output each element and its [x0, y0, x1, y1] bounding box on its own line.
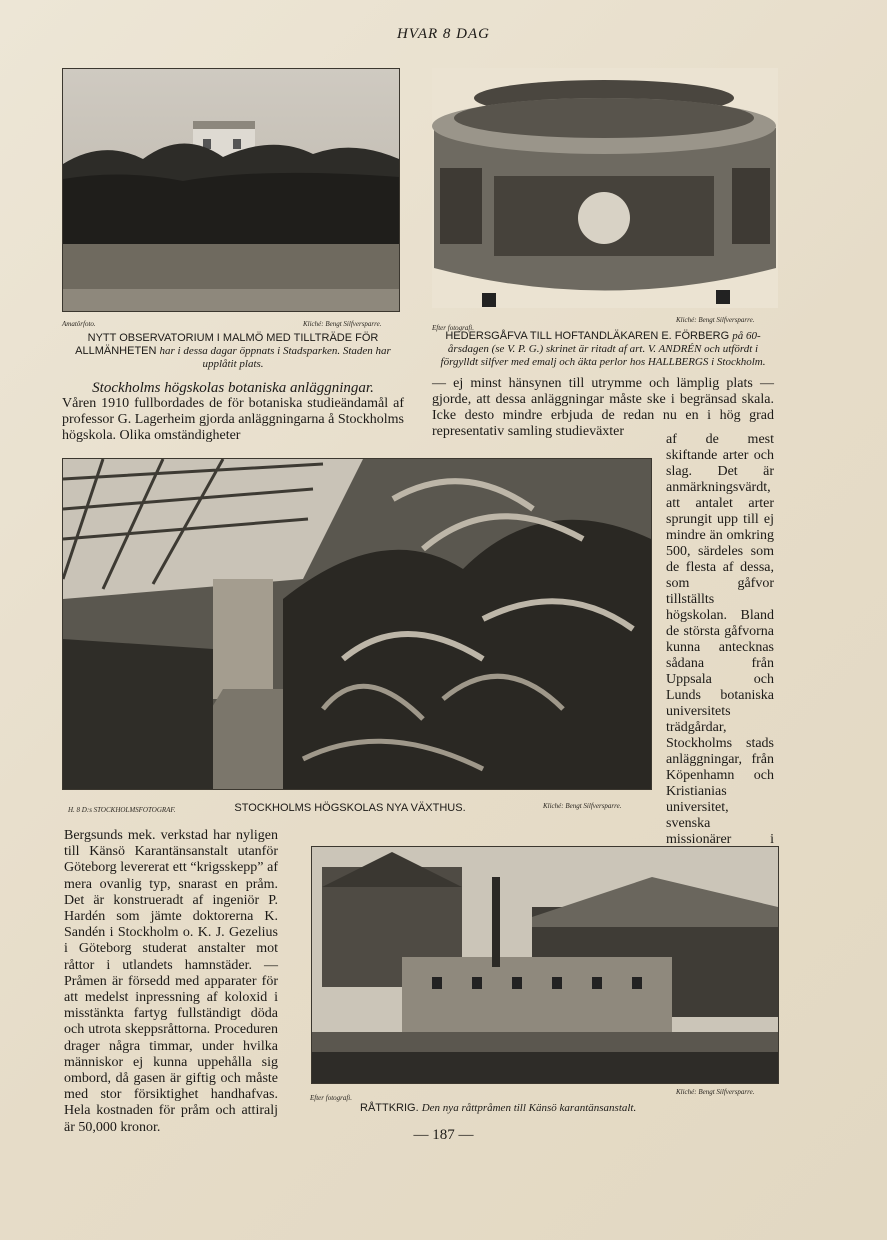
botany-intro — [62, 380, 404, 444]
cliche-credit: Kliché: Bengt Silfversparre. — [676, 1088, 755, 1096]
article-text: Våren 1910 fullbordades de för botaniska studieändamål af professor G. Lagerheim gjorda anläggningarna å Stockholms högskola. Olika omständigheter — [62, 396, 404, 443]
caption-title: NYTT OBSERVATORIUM I MALMÖ MED TILLTRÄDE FÖR ALLMÄNHETEN — [75, 332, 379, 357]
ratboat-caption — [360, 1102, 760, 1115]
caption-italic: Den nya råttpråmen till Känsö karantänsanstalt. — [421, 1102, 637, 1114]
cliche-credit: Kliché: Bengt Silfversparre. — [543, 802, 622, 810]
caption-title: HEDERSGÅFVA TILL HOFTANDLÄKAREN E. FÖRBERG — [445, 330, 730, 342]
greenhouse-caption: STOCKHOLMS HÖGSKOLAS NYA VÄXTHUS. — [234, 802, 466, 814]
greenhouse-photo — [62, 458, 652, 790]
page-header: HVAR 8 DAG — [396, 26, 491, 42]
caption-italic: på 60-årsdagen (se V. P. G.) skrinet är ritadt af art. V. ANDRÉN och utfördt i förgylldt silfver med emalj och äkta perlor hos HALLBERGS i Stockholm. — [440, 330, 766, 368]
photo-credit: H. 8 D:s STOCKHOLMSFOTOGRAF. — [68, 806, 176, 814]
ratboat-article — [64, 828, 278, 1136]
ratboat-photo — [311, 846, 779, 1084]
casket-caption — [430, 330, 776, 369]
photo-credit: Amatörfoto. — [62, 320, 96, 328]
cliche-credit: Kliché: Bengt Silfversparre. — [303, 320, 382, 328]
caption-italic: har i dessa dagar öppnats i Stadsparken. Staden har upplåtit plats. — [159, 345, 391, 370]
article-heading: Stockholms högskolas botaniska anläggningar. — [92, 380, 374, 396]
article-text: af de mest skiftande arter och slag. Det är anmärkningsvärdt, att antalet arter sprungit upp till ej mindre än omkring 500, särdeles som de flesta af dessa, som gåfvor tillställts högskolan. Bland de största gåfvorna kunna antecknas sådana från Uppsala och Lunds botaniska universitets trädgårdar, Stockholms stads anläggningar, från Köpenhamn och Kristianias universitet, svenska missionärer i — [666, 432, 774, 847]
observatory-photo — [62, 68, 400, 312]
cliche-credit: Kliché: Bengt Silfversparre. — [676, 316, 755, 324]
botany-col2-top — [432, 376, 774, 440]
botany-col2-narrow — [666, 432, 774, 864]
observatory-caption — [62, 332, 404, 371]
caption-title: RÅTTKRIG. — [360, 1102, 419, 1114]
photo-credit: Efter fotografi. — [310, 1094, 352, 1102]
photo-credit: Efter fotografi. — [432, 324, 474, 332]
page-number: — 187 — — [413, 1127, 474, 1143]
article-text: — ej minst hänsynen till utrymme och lämplig plats — gjorde, att dessa anläggningar måste ske i begränsad skala. Icke desto mindre erbjuda de redan nu en i hög grad representativ samling studieväxter — [432, 376, 774, 439]
casket-photo — [432, 68, 778, 308]
article-text: Bergsunds mek. verkstad har nyligen till Känsö Karantänsanstalt utanför Göteborg levererat ett “krigsskepp” af mera ovanlig typ, snarast en pråm. Det är konstrueradt af ingeniör P. Hardén som jämte doktorerna K. Sandén i Stockholm o. K. J. Gezelius i Göteborg studerat anstalter mot råttor i utlandets hamnstäder. — Pråmen är försedd med apparater för att medelst inpressning af koloxid i misstänkta fartyg fullständigt döda och utrota skeppsråttorna. Proceduren drager några timmar, under hvilka människor ej kunna uppehålla sig ombord, då gasen är giftig och måste med stor försiktighet handhafvas. Hela kostnaden för pråm och attiralj är 50,000 kronor. — [64, 828, 278, 1135]
